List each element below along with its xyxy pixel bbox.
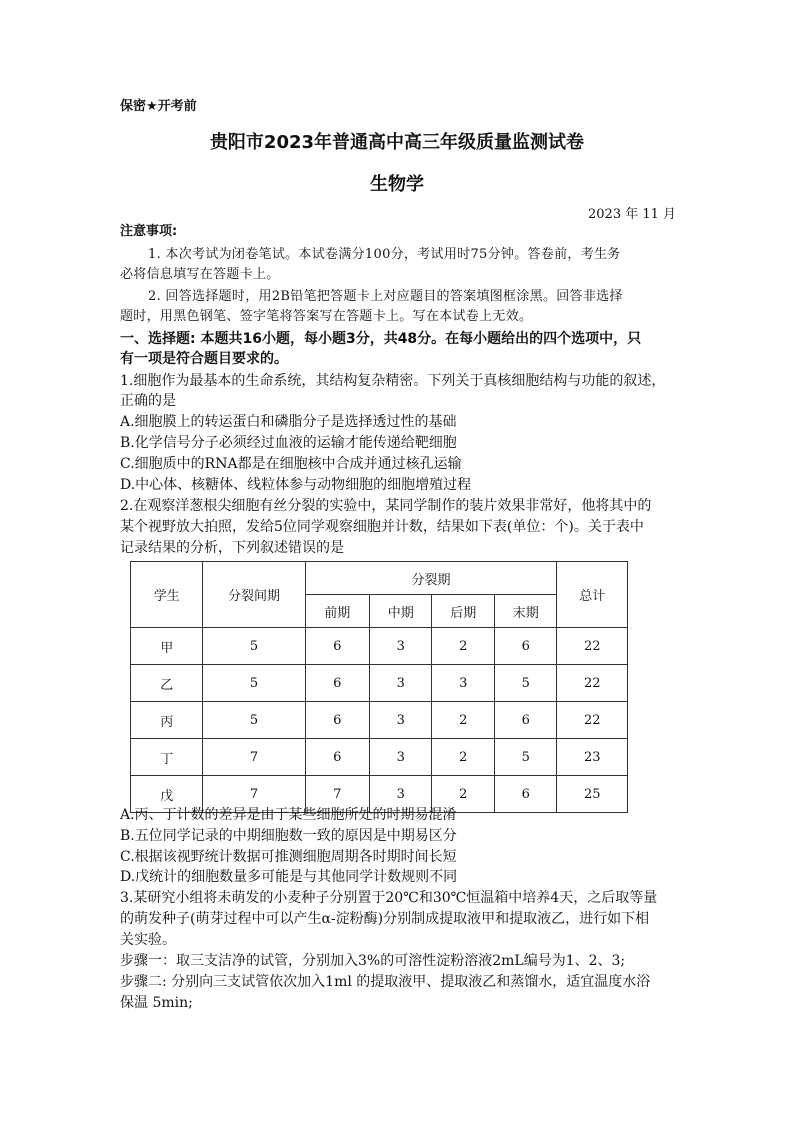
student-name: 丁: [131, 739, 203, 776]
notice-item-1-line-2: 必将信息填写在答题卡上。: [120, 267, 280, 282]
q1-option-b: B.化学信号分子必须经过血液的运输才能传递给靶细胞: [120, 435, 457, 451]
interphase-count: 5: [203, 665, 305, 702]
total-count: 25: [557, 776, 628, 813]
q2-option-a: A.丙、丁计数的差异是由于某些细胞所处的时期易混淆: [120, 807, 457, 823]
header-interphase: 分裂间期: [203, 562, 305, 628]
q2-stem-line-2: 某个视野放大拍照，发给5位同学观察细胞并计数，结果如下表(单位：个)。关于表中: [120, 519, 644, 535]
exam-title: 贵阳市2023年普通高中高三年级质量监测试卷: [209, 132, 585, 153]
q1-stem-line-2: 正确的是: [120, 393, 176, 409]
q3-stem-line-1: 3.某研究小组将未萌发的小麦种子分别置于20℃和30℃恒温箱中培养4天，之后取等量: [120, 890, 658, 906]
anaphase-count: 2: [432, 702, 495, 739]
total-count: 23: [557, 739, 628, 776]
confidential-label: 保密★开考前: [120, 99, 197, 114]
notice-item-2-line-2: 题时，用黑色钢笔、签字笔将答案写在答题卡上。写在本试卷上无效。: [120, 309, 533, 324]
metaphase-count: 3: [369, 702, 432, 739]
header-prophase: 前期: [305, 595, 369, 628]
header-mitosis: 分裂期: [305, 562, 557, 595]
q2-option-b: B.五位同学记录的中期细胞数一致的原因是中期易区分: [120, 828, 457, 844]
q3-step-1: 步骤一：取三支洁净的试管，分别加入3%的可溶性淀粉溶液2mL编号为1、2、3;: [120, 953, 626, 969]
interphase-count: 5: [203, 628, 305, 665]
total-count: 22: [557, 665, 628, 702]
exam-date: 2023 年 11 月: [588, 207, 677, 222]
anaphase-count: 2: [432, 628, 495, 665]
q3-step-2-line-1: 步骤二: 分别向三支试管依次加入1ml 的提取液甲、提取液乙和蒸馏水，适宜温度水浴: [120, 974, 651, 990]
q1-stem-line-1: 1.细胞作为最基本的生命系统，其结构复杂精密。下列关于真核细胞结构与功能的叙述，: [120, 373, 666, 389]
header-total: 总计: [557, 562, 628, 628]
interphase-count: 7: [203, 739, 305, 776]
telophase-count: 6: [494, 702, 557, 739]
q3-stem-line-3: 关实验。: [120, 932, 176, 948]
student-name: 甲: [131, 628, 203, 665]
table-row: [131, 702, 628, 739]
q2-option-d: D.戊统计的细胞数量多可能是与其他同学计数规则不同: [120, 869, 458, 885]
cell-count-table: [130, 561, 628, 813]
subject-title: 生物学: [370, 174, 424, 195]
anaphase-count: 3: [432, 665, 495, 702]
prophase-count: 6: [305, 702, 369, 739]
interphase-count: 5: [203, 702, 305, 739]
prophase-count: 6: [305, 665, 369, 702]
section-heading-line-1: 一、选择题: 本题共16小题，每小题3分，共48分。在每小题给出的四个选项中，只: [120, 331, 642, 347]
student-name: 乙: [131, 665, 203, 702]
header-telophase: 末期: [494, 595, 557, 628]
header-anaphase: 后期: [432, 595, 495, 628]
prophase-count: 6: [305, 739, 369, 776]
prophase-count: 7: [305, 776, 369, 813]
table-row: [131, 739, 628, 776]
header-metaphase: 中期: [369, 595, 432, 628]
q2-option-c: C.根据该视野统计数据可推测细胞周期各时期时间长短: [120, 849, 457, 865]
telophase-count: 5: [494, 665, 557, 702]
metaphase-count: 3: [369, 776, 432, 813]
q2-stem-line-1: 2.在观察洋葱根尖细胞有丝分裂的实验中，某同学制作的装片效果非常好，他将其中的: [120, 498, 652, 514]
q3-step-2-line-2: 保温 5min;: [120, 995, 193, 1011]
table-row: [131, 665, 628, 702]
interphase-count: 7: [203, 776, 305, 813]
anaphase-count: 2: [432, 776, 495, 813]
notice-item-2-line-1: 2. 回答选择题时，用2B铅笔把答题卡上对应题目的答案填图框涂黑。回答非选择: [148, 289, 623, 304]
q1-option-a: A.细胞膜上的转运蛋白和磷脂分子是选择透过性的基础: [120, 414, 457, 430]
metaphase-count: 3: [369, 665, 432, 702]
q3-stem-line-2: 的萌发种子(萌芽过程中可以产生α-淀粉酶)分别制成提取液甲和提取液乙，进行如下相: [120, 911, 650, 927]
q1-option-d: D.中心体、核糖体、线粒体参与动物细胞的细胞增殖过程: [120, 477, 472, 493]
telophase-count: 6: [494, 628, 557, 665]
notice-item-1-line-1: 1. 本次考试为闭卷笔试。本试卷满分100分，考试用时75分钟。答卷前，考生务: [148, 247, 621, 262]
student-name: 丙: [131, 702, 203, 739]
table-row: [131, 628, 628, 665]
prophase-count: 6: [305, 628, 369, 665]
metaphase-count: 3: [369, 739, 432, 776]
telophase-count: 6: [494, 776, 557, 813]
q1-option-c: C.细胞质中的RNA都是在细胞核中合成并通过核孔运输: [120, 456, 462, 472]
anaphase-count: 2: [432, 739, 495, 776]
notice-heading: 注意事项:: [120, 224, 178, 239]
metaphase-count: 3: [369, 628, 432, 665]
header-student: 学生: [131, 562, 203, 628]
student-name: 戊: [131, 776, 203, 813]
total-count: 22: [557, 628, 628, 665]
section-heading-line-2: 有一项是符合题目要求的。: [120, 351, 288, 367]
telophase-count: 5: [494, 739, 557, 776]
q2-stem-line-3: 记录结果的分析，下列叙述错误的是: [120, 540, 344, 556]
total-count: 22: [557, 702, 628, 739]
